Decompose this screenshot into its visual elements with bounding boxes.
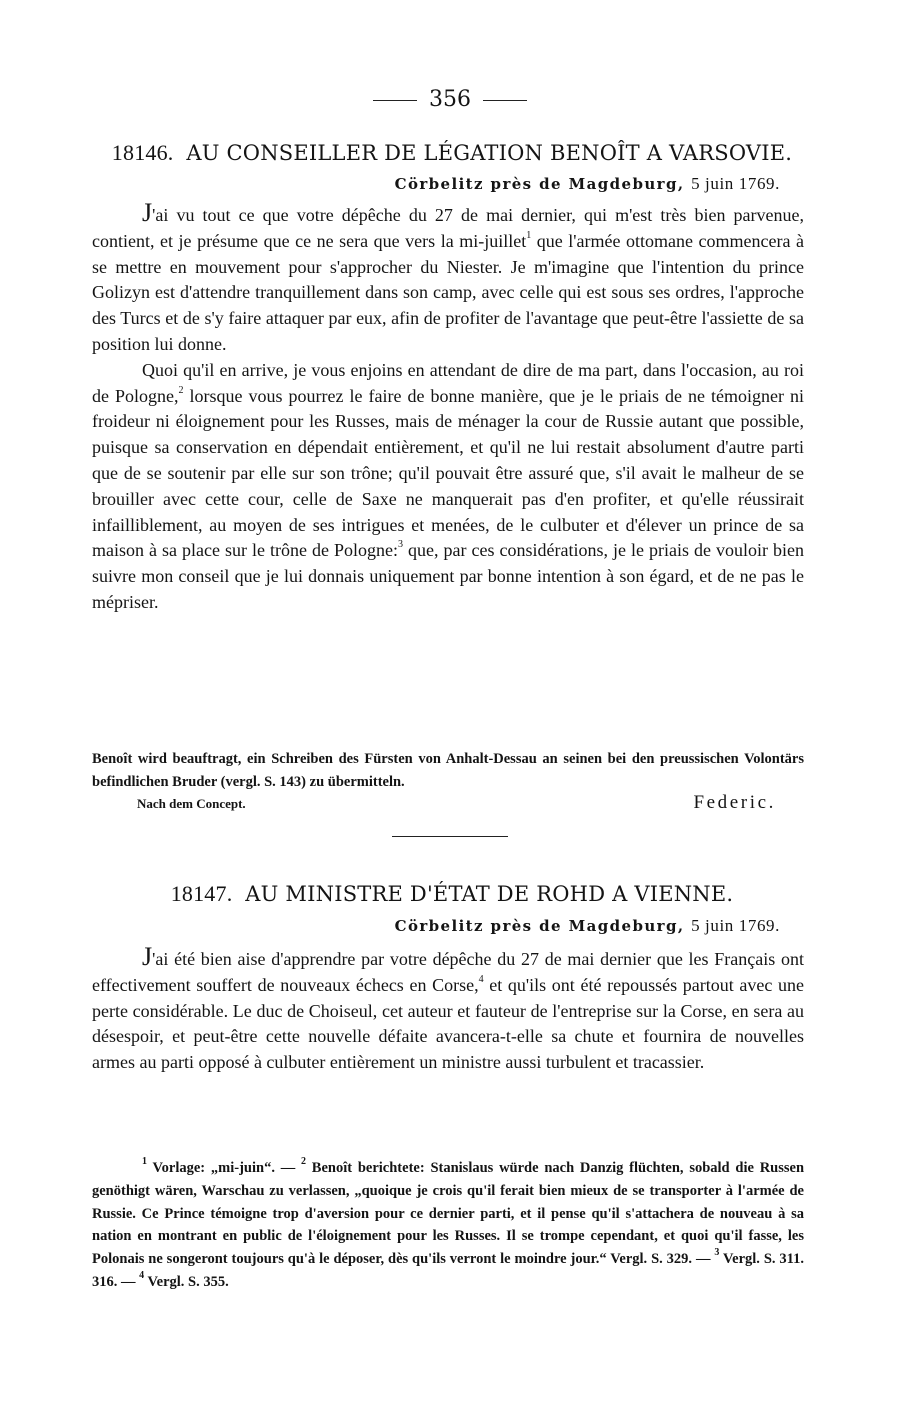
paragraph: [92, 358, 804, 616]
paragraph: [92, 944, 804, 1076]
footnote-ref: 2: [178, 384, 184, 396]
footnote-text: Vorlage: „mi-juin“. —: [152, 1160, 296, 1176]
initial-letter: J: [142, 942, 153, 971]
section-divider: [392, 836, 508, 837]
footnote-text: Vergl. S. 355.: [147, 1273, 229, 1290]
signature: Federic.: [693, 792, 776, 813]
paragraph-text: 'ai vu tout ce que votre dépêche du 27 de mai dernier, qui m'est très bien parvenue, contient, et je présume que ce ne sera que vers la mi-juillet: [92, 205, 804, 251]
paragraph-text: que l'armée ottomane commencera à se mettre en mouvement pour s'approcher du Niester. Je m'imagine que l'intention du prince Golizyn est d'attendre tranquillement dans son camp, avec celle qui est sous ses ordres, l'approche des Turcs et de s'y faire attaquer par eux, afin de profiter de l'avantage que peut-être l'assiette de sa position lui donne.: [92, 230, 804, 354]
letter-number: 18147.: [170, 881, 233, 906]
editorial-note: Benoît wird beauftragt, ein Schreiben des Fürsten von Anhalt-Dessau an seinen bei den preussischen Volontärs befindlichen Bruder (vergl. S. 143) zu übermitteln.: [92, 751, 804, 790]
letter-number: 18146.: [111, 140, 174, 165]
paragraph-text: que, par ces considérations, je le priais de vouloir bien suivre mon conseil que je lui donnais uniquement par bonne intention à son égard, et de ne pas le mépriser.: [92, 540, 804, 612]
footnote-mark: 2: [301, 1156, 307, 1168]
letter-place: Cörbelitz près de Magdeburg,: [394, 917, 685, 935]
letter-date: 5 juin 1769.: [691, 174, 780, 193]
footnote-ref: 3: [398, 539, 403, 551]
footnote-ref: 1: [526, 229, 532, 241]
page-number-text: 356: [429, 87, 471, 112]
letter-dateline: [395, 173, 780, 195]
footnote-text: Benoît berichtete: Stanislaus würde nach Danzig flüchten, sobald die Russen genöthigt wären, Warschau zu verlassen, „quoique je crois qu'il ferait bien mieux de se transporter à l'armée de Russie. Ce Prince témoigne trop d'aversion pour ce dernier parti, et il pense qu'il s'attachera de nouveau à sa nation en montrant en public de l'éloignement pour les Russes. Il se trompe cependant, et quoi qu'il fasse, les Polonais ne songeront toujours qu'à le déposer, dès qu'ils verront le moindre jour.“ Vergl. S. 329. —: [92, 1160, 805, 1268]
letter-title: AU MINISTRE D'ÉTAT DE ROHD A VIENNE.: [245, 882, 734, 906]
initial-letter: J: [142, 198, 153, 227]
letter-place: Cörbelitz près de Magdeburg,: [394, 175, 685, 193]
letter-heading: [92, 880, 812, 908]
footnotes: [92, 1157, 804, 1294]
footnote-mark: 1: [142, 1156, 147, 1168]
page-number: [0, 86, 900, 114]
footnote-mark: 3: [714, 1247, 720, 1259]
footnote-block: [92, 1157, 804, 1294]
paragraph-text: Quoi qu'il en arrive, je vous enjoins en attendant de dire de ma part, dans l'occasion, au roi de Pologne,: [92, 359, 804, 406]
footnote-text: Vergl. S. 311. 316. —: [92, 1251, 804, 1290]
letter-heading: [92, 139, 812, 167]
paragraph: [92, 200, 804, 358]
footnote-mark: 4: [139, 1270, 145, 1282]
letter-date: 5 juin 1769.: [691, 916, 780, 935]
letter-body: [92, 200, 804, 616]
paragraph-text: 'ai été bien aise d'apprendre par votre dépêche du 27 de mai dernier que les Français ont effectivement souffert de nouveaux échecs en Corse,: [92, 949, 804, 995]
letter-dateline: [395, 915, 780, 937]
paragraph-text: lorsque vous pourrez le faire de bonne manière, que je le priais de ne témoigner ni froideur ni éloignement pour les Russes, mais de ménager la cour de Russie autant que possible, puisque sa conservation en dépendait entièrement, et qu'il ne lui restait absolument d'autre parti que de se soutenir par elle sur son trône; qu'il pouvait être assuré que, s'il avait le malheur de se brouiller avec cette cour, celle de Saxe ne manquerait pas d'en profiter, et qu'elle réussirait infailliblement, au moyen de ses intrigues et menées, de le culbuter et d'élever un prince de sa maison à sa place sur le trône de Pologne:: [92, 385, 804, 561]
paragraph-text: et qu'ils ont été repoussés partout avec une perte considérable. Le duc de Choiseul, cet auteur et fauteur de l'entreprise sur la Corse, en sera au désespoir, et peut-être cette nouvelle défaite avancera-t-elle sa chute et fournira de nouvelles armes au parti opposé à culbuter entièrement un ministre aussi turbulent et tracassier.: [92, 974, 804, 1073]
page-number-dash-left: [373, 100, 417, 101]
letter-body: [92, 944, 804, 1076]
footnote-ref: 4: [478, 973, 484, 985]
source-note: Nach dem Concept.: [137, 796, 246, 811]
page-number-dash-right: [483, 100, 527, 101]
letter-title: AU CONSEILLER DE LÉGATION BENOÎT A VARSOVIE.: [186, 141, 793, 165]
